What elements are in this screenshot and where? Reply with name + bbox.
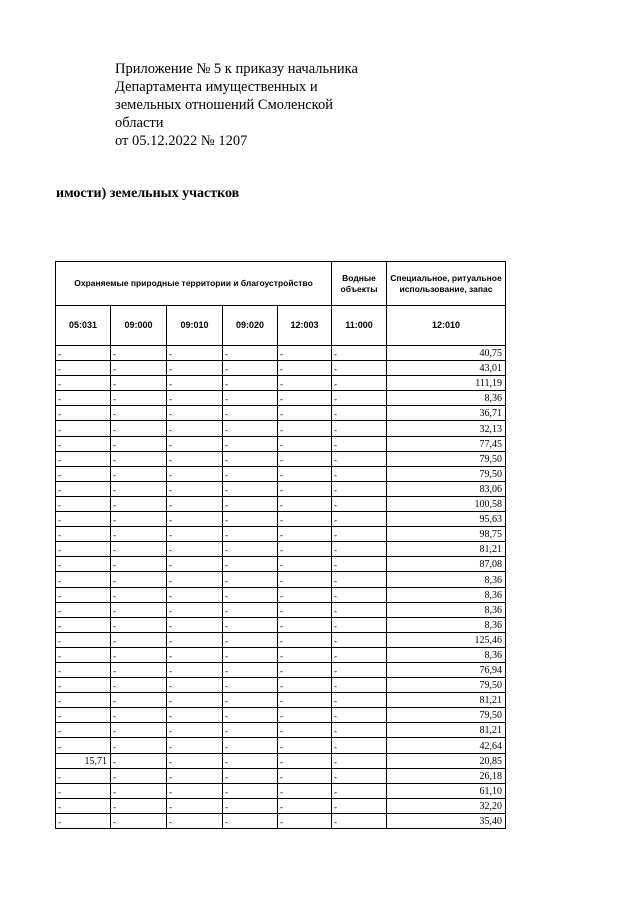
table-code-header-row [56, 306, 506, 346]
table-cell: - [278, 527, 332, 542]
table-cell: - [223, 693, 278, 708]
table-cell: - [332, 662, 387, 677]
table-cell: - [223, 436, 278, 451]
table-cell: 125,46 [387, 632, 506, 647]
table-cell: - [111, 647, 167, 662]
table-cell: - [332, 632, 387, 647]
table-cell: - [278, 662, 332, 677]
table-cell: - [56, 421, 111, 436]
table-cell: - [56, 557, 111, 572]
table-cell: - [56, 466, 111, 481]
table-cell: - [278, 391, 332, 406]
table-cell: 81,21 [387, 723, 506, 738]
table-cell: - [167, 632, 223, 647]
table-cell: - [111, 466, 167, 481]
table-cell: 87,08 [387, 557, 506, 572]
table-cell: - [56, 632, 111, 647]
table-cell: 81,21 [387, 693, 506, 708]
table-cell: - [167, 723, 223, 738]
table-cell: 8,36 [387, 602, 506, 617]
table-cell: - [332, 512, 387, 527]
table-cell: - [223, 647, 278, 662]
table-cell: - [167, 391, 223, 406]
table-row [56, 572, 506, 587]
table-cell: - [278, 346, 332, 361]
table-cell: - [111, 481, 167, 496]
table-cell: - [111, 376, 167, 391]
table-cell: - [167, 451, 223, 466]
code-header: 12:010 [387, 306, 506, 346]
table-cell: - [278, 738, 332, 753]
table-cell: - [332, 527, 387, 542]
code-header: 09:020 [223, 306, 278, 346]
table-row [56, 647, 506, 662]
table-row [56, 587, 506, 602]
table-row [56, 617, 506, 632]
table-cell: - [111, 813, 167, 828]
table-cell: 77,45 [387, 436, 506, 451]
table-cell: - [167, 376, 223, 391]
table-cell: 8,36 [387, 587, 506, 602]
table-cell: - [332, 617, 387, 632]
table-cell: 15,71 [56, 753, 111, 768]
table-cell: - [223, 451, 278, 466]
table-cell: - [223, 768, 278, 783]
table-cell: - [56, 708, 111, 723]
table-cell: - [167, 346, 223, 361]
table-cell: - [278, 617, 332, 632]
table-cell: - [278, 708, 332, 723]
table-cell: - [332, 406, 387, 421]
table-cell: - [56, 572, 111, 587]
table-cell: 79,50 [387, 451, 506, 466]
table-cell: - [332, 602, 387, 617]
table-cell: 32,20 [387, 798, 506, 813]
table-row [56, 723, 506, 738]
table-cell: - [332, 542, 387, 557]
table-cell: - [278, 496, 332, 511]
table-cell: - [111, 436, 167, 451]
table-cell: - [56, 346, 111, 361]
table-cell: - [56, 783, 111, 798]
table-cell: - [111, 527, 167, 542]
code-header: 09:010 [167, 306, 223, 346]
table-row [56, 527, 506, 542]
table-cell: - [278, 783, 332, 798]
table-row [56, 421, 506, 436]
table-cell: - [167, 542, 223, 557]
table-cell: - [332, 451, 387, 466]
table-cell: - [111, 512, 167, 527]
appendix-line: Департамента имущественных и [115, 79, 318, 95]
table-cell: - [332, 587, 387, 602]
table-cell: - [56, 678, 111, 693]
group-header-water-objects: Водные объекты [332, 262, 387, 306]
table-cell: 35,40 [387, 813, 506, 828]
table-row [56, 406, 506, 421]
table-cell: - [56, 361, 111, 376]
table-cell: - [56, 481, 111, 496]
table-cell: - [223, 617, 278, 632]
table-cell: - [167, 753, 223, 768]
table-cell: - [111, 768, 167, 783]
table-cell: - [223, 481, 278, 496]
table-cell: - [332, 708, 387, 723]
table-cell: - [167, 662, 223, 677]
table-row [56, 602, 506, 617]
table-cell: 40,75 [387, 346, 506, 361]
table-cell: - [167, 783, 223, 798]
table-cell: - [111, 723, 167, 738]
table-cell: - [223, 708, 278, 723]
table-cell: - [223, 572, 278, 587]
table-row [56, 813, 506, 828]
table-row [56, 798, 506, 813]
table-cell: - [223, 783, 278, 798]
table-cell: - [56, 451, 111, 466]
table-cell: - [332, 813, 387, 828]
table-cell: - [167, 738, 223, 753]
table-cell: - [111, 602, 167, 617]
table-cell: - [167, 361, 223, 376]
table-cell: - [111, 542, 167, 557]
table-cell: - [278, 361, 332, 376]
table-cell: - [278, 632, 332, 647]
table-cell: 81,21 [387, 542, 506, 557]
group-header-special-use: Специальное, ритуальное использование, запас [387, 262, 506, 306]
table-cell: - [167, 466, 223, 481]
table-cell: 83,06 [387, 481, 506, 496]
table-cell: - [278, 798, 332, 813]
table-cell: - [223, 678, 278, 693]
table-cell: - [111, 662, 167, 677]
table-cell: - [278, 587, 332, 602]
table-cell: - [56, 406, 111, 421]
table-cell: - [223, 753, 278, 768]
table-cell: - [167, 693, 223, 708]
appendix-line: области [115, 115, 164, 131]
land-plots-table [55, 261, 506, 829]
table-cell: - [111, 798, 167, 813]
table-cell: - [223, 527, 278, 542]
table-cell: - [223, 602, 278, 617]
table-row [56, 451, 506, 466]
table-cell: 8,36 [387, 391, 506, 406]
table-cell: - [278, 481, 332, 496]
table-cell: 43,01 [387, 361, 506, 376]
table-cell: - [56, 738, 111, 753]
table-cell: - [332, 783, 387, 798]
table-cell: - [278, 723, 332, 738]
table-cell: - [111, 557, 167, 572]
code-header: 12:003 [278, 306, 332, 346]
table-cell: - [167, 587, 223, 602]
appendix-line: Приложение № 5 к приказу начальника [115, 61, 358, 77]
table-cell: - [332, 723, 387, 738]
table-cell: - [223, 798, 278, 813]
table-cell: 36,71 [387, 406, 506, 421]
table-cell: - [332, 798, 387, 813]
table-cell: - [56, 723, 111, 738]
table-cell: - [111, 783, 167, 798]
table-row [56, 391, 506, 406]
table-body [56, 346, 506, 829]
table-row [56, 753, 506, 768]
table-cell: - [111, 587, 167, 602]
table-cell: - [223, 557, 278, 572]
table-cell: - [56, 768, 111, 783]
table-cell: 8,36 [387, 572, 506, 587]
table-cell: - [223, 813, 278, 828]
table-cell: - [56, 587, 111, 602]
table-cell: - [332, 481, 387, 496]
table-cell: - [56, 542, 111, 557]
table-cell: 61,10 [387, 783, 506, 798]
table-cell: - [56, 527, 111, 542]
table-cell: - [332, 466, 387, 481]
table-cell: - [223, 512, 278, 527]
table-cell: 79,50 [387, 678, 506, 693]
table-cell: 8,36 [387, 647, 506, 662]
table-cell: - [278, 406, 332, 421]
table-cell: - [278, 753, 332, 768]
table-cell: - [167, 436, 223, 451]
table-cell: - [223, 391, 278, 406]
code-header: 11:000 [332, 306, 387, 346]
table-cell: - [332, 753, 387, 768]
table-cell: - [332, 768, 387, 783]
table-cell: - [167, 481, 223, 496]
table-row [56, 542, 506, 557]
table-cell: - [167, 798, 223, 813]
table-cell: - [223, 361, 278, 376]
table-row [56, 768, 506, 783]
table-cell: - [56, 436, 111, 451]
table-cell: - [332, 391, 387, 406]
table-cell: - [56, 662, 111, 677]
table-cell: - [223, 632, 278, 647]
table-cell: - [332, 647, 387, 662]
table-cell: - [223, 723, 278, 738]
table-row [56, 512, 506, 527]
table-cell: - [167, 557, 223, 572]
table-cell: - [56, 617, 111, 632]
table-cell: - [223, 421, 278, 436]
table-cell: - [167, 496, 223, 511]
table-cell: - [56, 813, 111, 828]
table-row [56, 738, 506, 753]
table-cell: - [332, 361, 387, 376]
table-group-header-row [56, 262, 506, 306]
table-cell: - [332, 346, 387, 361]
group-header-protected-territories: Охраняемые природные территории и благоустройство [56, 262, 332, 306]
table-cell: - [223, 466, 278, 481]
table-cell: - [167, 527, 223, 542]
table-cell: - [332, 496, 387, 511]
table-cell: - [332, 436, 387, 451]
table-cell: - [111, 693, 167, 708]
table-cell: - [332, 693, 387, 708]
table-cell: - [278, 647, 332, 662]
table-cell: - [167, 768, 223, 783]
table-cell: - [278, 572, 332, 587]
table-row [56, 662, 506, 677]
table-cell: - [111, 361, 167, 376]
table-cell: - [223, 542, 278, 557]
table-cell: 42,64 [387, 738, 506, 753]
code-header: 09:000 [111, 306, 167, 346]
table-cell: - [278, 557, 332, 572]
table-row [56, 481, 506, 496]
table-cell: 26,18 [387, 768, 506, 783]
table-cell: - [167, 421, 223, 436]
table-cell: - [56, 391, 111, 406]
table-cell: - [167, 512, 223, 527]
table-cell: - [223, 496, 278, 511]
table-cell: - [223, 376, 278, 391]
table-cell: - [56, 693, 111, 708]
appendix-line: земельных отношений Смоленской [115, 97, 334, 113]
table-cell: - [278, 693, 332, 708]
table-cell: - [223, 406, 278, 421]
table-cell: - [167, 406, 223, 421]
table-cell: - [111, 753, 167, 768]
table-cell: 32,13 [387, 421, 506, 436]
table-cell: - [278, 466, 332, 481]
table-row [56, 496, 506, 511]
table-cell: - [278, 602, 332, 617]
table-cell: - [167, 647, 223, 662]
appendix-line: от 05.12.2022 № 1207 [115, 133, 248, 149]
table-cell: - [167, 572, 223, 587]
table-cell: - [278, 512, 332, 527]
table-cell: - [111, 572, 167, 587]
table-cell: - [56, 512, 111, 527]
table-cell: - [111, 391, 167, 406]
table-cell: - [223, 662, 278, 677]
table-cell: 8,36 [387, 617, 506, 632]
table-cell: - [167, 678, 223, 693]
table-cell: 111,19 [387, 376, 506, 391]
table-cell: - [278, 813, 332, 828]
table-cell: - [278, 436, 332, 451]
table-cell: - [56, 376, 111, 391]
document-title: имости) земельных участков [56, 186, 240, 201]
table-row [56, 557, 506, 572]
table-cell: - [278, 542, 332, 557]
table-cell: - [332, 557, 387, 572]
table-cell: 20,85 [387, 753, 506, 768]
table-row [56, 708, 506, 723]
table-row [56, 632, 506, 647]
appendix-header [115, 60, 395, 150]
table-cell: - [278, 768, 332, 783]
table-row [56, 376, 506, 391]
table-cell: - [111, 406, 167, 421]
table-cell: - [111, 496, 167, 511]
table-cell: - [111, 451, 167, 466]
table-cell: - [111, 678, 167, 693]
table-row [56, 361, 506, 376]
table-cell: - [111, 632, 167, 647]
table-cell: - [223, 587, 278, 602]
table-row [56, 466, 506, 481]
table-cell: - [332, 572, 387, 587]
table-cell: - [56, 496, 111, 511]
table-cell: 98,75 [387, 527, 506, 542]
table-cell: - [56, 798, 111, 813]
table-cell: - [332, 678, 387, 693]
table-cell: - [332, 421, 387, 436]
table-cell: - [278, 678, 332, 693]
table-row [56, 678, 506, 693]
table-cell: - [111, 346, 167, 361]
table-cell: - [223, 346, 278, 361]
table-row [56, 436, 506, 451]
table-cell: - [167, 708, 223, 723]
table-row [56, 783, 506, 798]
table-cell: - [278, 376, 332, 391]
table-cell: 76,94 [387, 662, 506, 677]
table-cell: 100,58 [387, 496, 506, 511]
table-cell: - [167, 602, 223, 617]
table-cell: - [167, 813, 223, 828]
table-cell: - [56, 647, 111, 662]
table-cell: - [223, 738, 278, 753]
table-cell: - [56, 602, 111, 617]
table-cell: - [111, 738, 167, 753]
table-cell: - [111, 708, 167, 723]
table-cell: - [278, 451, 332, 466]
table-cell: - [111, 617, 167, 632]
table-cell: - [167, 617, 223, 632]
table-row [56, 346, 506, 361]
code-header: 05:031 [56, 306, 111, 346]
table-cell: 95,63 [387, 512, 506, 527]
table-cell: 79,50 [387, 708, 506, 723]
table-cell: 79,50 [387, 466, 506, 481]
table-row [56, 693, 506, 708]
table-cell: - [278, 421, 332, 436]
table-cell: - [332, 376, 387, 391]
table-cell: - [111, 421, 167, 436]
table-cell: - [332, 738, 387, 753]
